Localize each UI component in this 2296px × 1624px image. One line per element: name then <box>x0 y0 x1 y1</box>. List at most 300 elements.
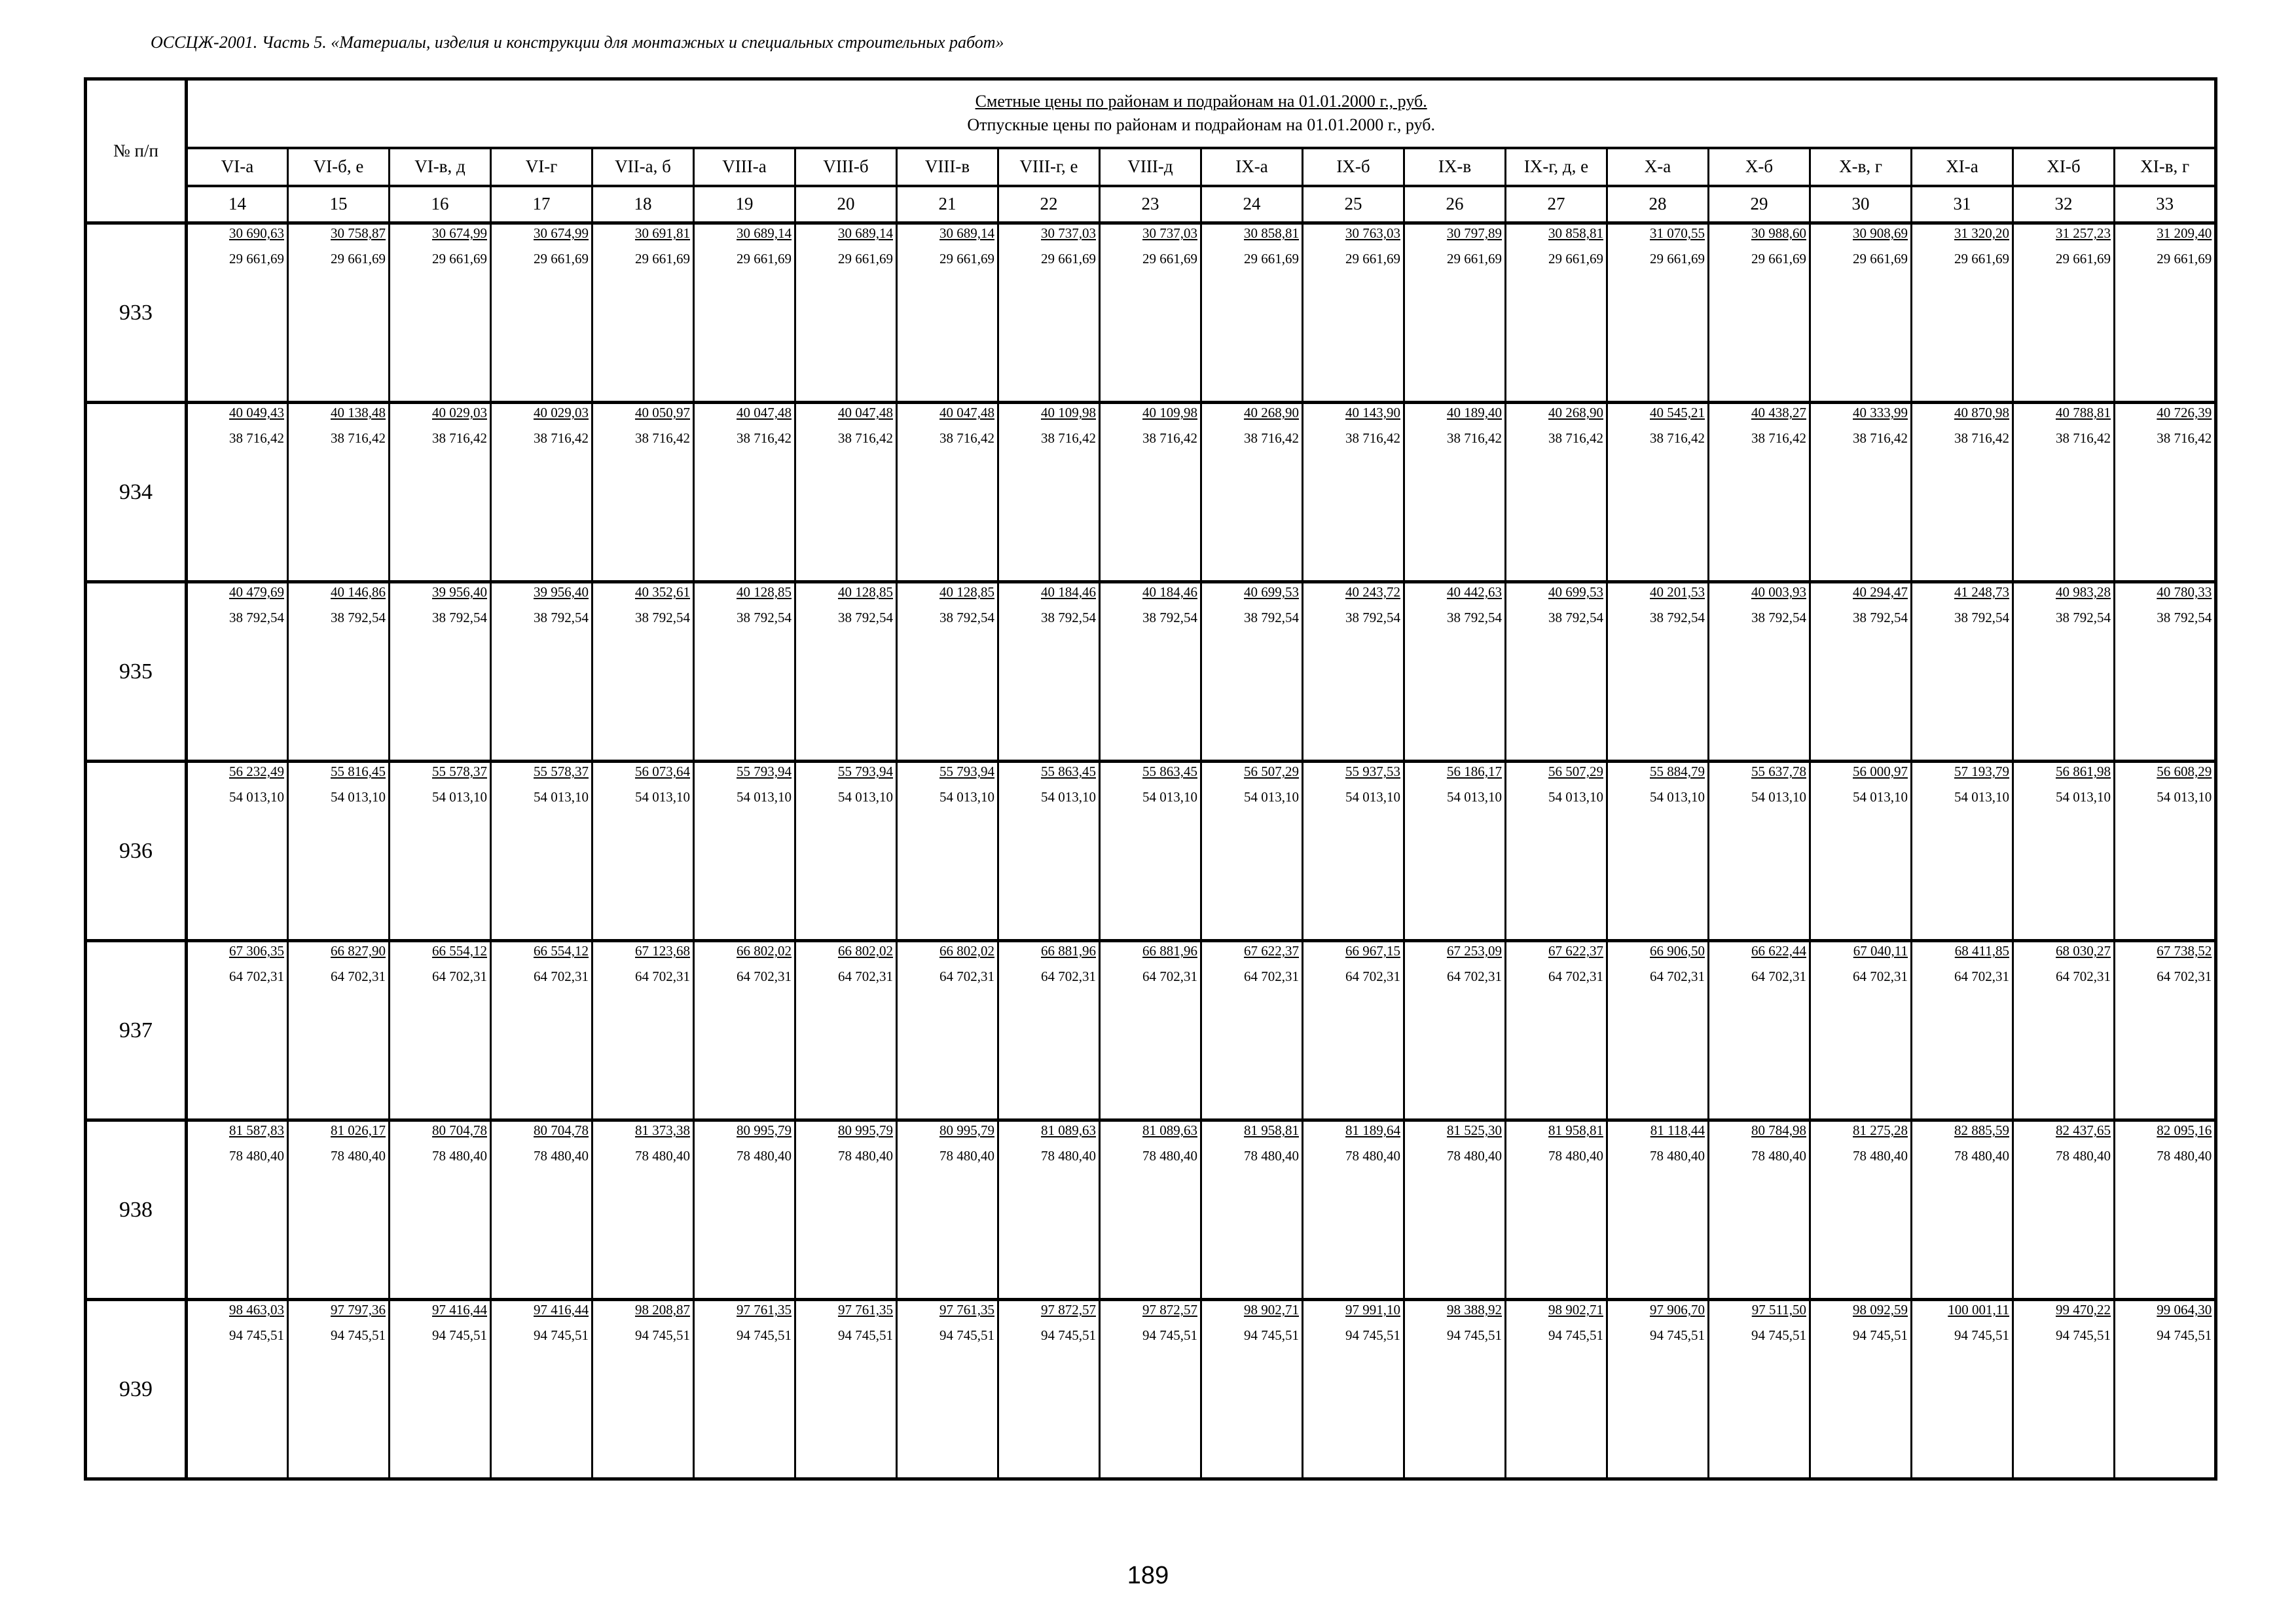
estimate-price-title: Сметные цены по районам и подрайонам на 01.01.2000 г., руб. <box>975 92 1427 111</box>
release-price: 54 013,10 <box>737 789 792 805</box>
price-cell <box>1709 1120 1810 1300</box>
price-cell <box>288 941 390 1120</box>
price-cell <box>1506 941 1607 1120</box>
estimate-price: 40 109,98 <box>1142 405 1197 420</box>
price-cell <box>897 582 998 762</box>
release-price: 29 661,69 <box>1447 251 1502 267</box>
price-cell <box>1100 1300 1201 1479</box>
release-price: 54 013,10 <box>432 789 487 805</box>
estimate-price: 40 268,90 <box>1244 405 1299 420</box>
release-price: 94 745,51 <box>1244 1327 1299 1343</box>
estimate-price: 97 416,44 <box>534 1302 589 1318</box>
region-header: VI-в, д <box>390 148 491 186</box>
price-cell <box>1201 941 1303 1120</box>
estimate-price: 100 001,11 <box>1948 1302 2009 1318</box>
release-price: 38 792,54 <box>2157 610 2212 625</box>
release-price: 78 480,40 <box>1447 1148 1502 1164</box>
estimate-price: 30 908,69 <box>1853 225 1908 241</box>
estimate-price: 40 438,27 <box>1751 405 1806 420</box>
estimate-price: 56 861,98 <box>2056 764 2111 779</box>
release-price: 38 792,54 <box>1244 610 1299 625</box>
price-cell <box>1201 582 1303 762</box>
release-price: 38 792,54 <box>331 610 386 625</box>
price-cell <box>1810 941 1912 1120</box>
price-cell <box>1303 582 1404 762</box>
price-cell <box>491 1120 592 1300</box>
estimate-price: 40 788,81 <box>2056 405 2111 420</box>
estimate-price: 40 138,48 <box>331 405 386 420</box>
price-cell <box>390 1300 491 1479</box>
release-price: 94 745,51 <box>2056 1327 2111 1343</box>
estimate-price: 56 608,29 <box>2157 764 2212 779</box>
release-price: 94 745,51 <box>2157 1327 2212 1343</box>
price-cell <box>1303 223 1404 403</box>
release-price: 54 013,10 <box>838 789 893 805</box>
release-price: 54 013,10 <box>939 789 994 805</box>
price-cell <box>998 1120 1100 1300</box>
estimate-price: 40 201,53 <box>1650 584 1705 600</box>
estimate-price: 55 937,53 <box>1345 764 1400 779</box>
price-cell <box>1709 403 1810 582</box>
release-price: 38 716,42 <box>1142 430 1197 446</box>
release-price: 94 745,51 <box>635 1327 690 1343</box>
estimate-price: 40 047,48 <box>838 405 893 420</box>
region-header: IX-б <box>1303 148 1404 186</box>
price-cell <box>288 1120 390 1300</box>
release-price: 64 702,31 <box>1345 969 1400 984</box>
estimate-price: 40 109,98 <box>1041 405 1096 420</box>
estimate-price: 40 870,98 <box>1954 405 2009 420</box>
release-price: 38 792,54 <box>1650 610 1705 625</box>
estimate-price: 30 674,99 <box>432 225 487 241</box>
release-price: 38 716,42 <box>838 430 893 446</box>
price-cell <box>1404 403 1506 582</box>
release-price: 54 013,10 <box>1244 789 1299 805</box>
release-price: 94 745,51 <box>229 1327 284 1343</box>
table-row <box>86 403 2216 582</box>
price-cell <box>1303 941 1404 1120</box>
estimate-price: 81 958,81 <box>1244 1122 1299 1138</box>
price-cell <box>1404 941 1506 1120</box>
price-cell <box>694 762 795 941</box>
price-cell <box>2013 941 2115 1120</box>
release-price: 94 745,51 <box>1650 1327 1705 1343</box>
estimate-price: 98 902,71 <box>1244 1302 1299 1318</box>
price-cell <box>592 403 694 582</box>
price-cell <box>1506 582 1607 762</box>
estimate-price: 56 232,49 <box>229 764 284 779</box>
release-price: 78 480,40 <box>1751 1148 1806 1164</box>
estimate-price: 55 793,94 <box>939 764 994 779</box>
estimate-price: 40 047,48 <box>737 405 792 420</box>
estimate-price: 99 064,30 <box>2157 1302 2212 1318</box>
row-number: 939 <box>86 1300 187 1479</box>
price-cell <box>1506 223 1607 403</box>
estimate-price: 67 253,09 <box>1447 943 1502 959</box>
price-cell <box>187 582 288 762</box>
column-number: 23 <box>1100 186 1201 223</box>
price-cell <box>1201 1300 1303 1479</box>
release-price: 38 792,54 <box>1041 610 1096 625</box>
column-number: 17 <box>491 186 592 223</box>
estimate-price: 67 738,52 <box>2157 943 2212 959</box>
release-price: 29 661,69 <box>2157 251 2212 267</box>
price-cell <box>897 403 998 582</box>
estimate-price: 97 416,44 <box>432 1302 487 1318</box>
release-price: 78 480,40 <box>1041 1148 1096 1164</box>
release-price: 29 661,69 <box>2056 251 2111 267</box>
estimate-price: 40 146,86 <box>331 584 386 600</box>
release-price: 38 716,42 <box>1447 430 1502 446</box>
region-header: XI-в, г <box>2115 148 2216 186</box>
release-price: 64 702,31 <box>1447 969 1502 984</box>
release-price: 29 661,69 <box>1954 251 2009 267</box>
price-cell <box>1404 1120 1506 1300</box>
estimate-price: 55 637,78 <box>1751 764 1806 779</box>
estimate-price: 55 863,45 <box>1142 764 1197 779</box>
estimate-price: 66 906,50 <box>1650 943 1705 959</box>
price-cell <box>897 941 998 1120</box>
estimate-price: 67 622,37 <box>1548 943 1603 959</box>
estimate-price: 30 763,03 <box>1345 225 1400 241</box>
release-price: 94 745,51 <box>737 1327 792 1343</box>
estimate-price: 66 802,02 <box>737 943 792 959</box>
estimate-price: 66 967,15 <box>1345 943 1400 959</box>
estimate-price: 97 906,70 <box>1650 1302 1705 1318</box>
estimate-price: 31 257,23 <box>2056 225 2111 241</box>
release-price-title: Отпускные цены по районам и подрайонам на 01.01.2000 г., руб. <box>967 115 1435 135</box>
release-price: 64 702,31 <box>737 969 792 984</box>
estimate-price: 66 881,96 <box>1142 943 1197 959</box>
price-cell <box>694 1300 795 1479</box>
column-number: 22 <box>998 186 1100 223</box>
release-price: 38 792,54 <box>939 610 994 625</box>
price-cell <box>1506 1300 1607 1479</box>
row-number: 934 <box>86 403 187 582</box>
release-price: 29 661,69 <box>635 251 690 267</box>
release-price: 78 480,40 <box>2056 1148 2111 1164</box>
release-price: 94 745,51 <box>534 1327 589 1343</box>
estimate-price: 81 373,38 <box>635 1122 690 1138</box>
release-price: 38 716,42 <box>534 430 589 446</box>
price-cell <box>1810 1120 1912 1300</box>
estimate-price: 67 306,35 <box>229 943 284 959</box>
release-price: 64 702,31 <box>2157 969 2212 984</box>
estimate-price: 40 184,46 <box>1041 584 1096 600</box>
release-price: 78 480,40 <box>1650 1148 1705 1164</box>
release-price: 78 480,40 <box>1548 1148 1603 1164</box>
column-number: 33 <box>2115 186 2216 223</box>
price-cell <box>390 223 491 403</box>
estimate-price: 98 388,92 <box>1447 1302 1502 1318</box>
price-cell <box>998 223 1100 403</box>
price-cell <box>1303 1300 1404 1479</box>
release-price: 54 013,10 <box>1345 789 1400 805</box>
price-cell <box>288 582 390 762</box>
estimate-price: 56 073,64 <box>635 764 690 779</box>
estimate-price: 56 186,17 <box>1447 764 1502 779</box>
price-cell <box>1607 403 1709 582</box>
price-cell <box>1607 582 1709 762</box>
release-price: 54 013,10 <box>635 789 690 805</box>
release-price: 94 745,51 <box>331 1327 386 1343</box>
release-price: 29 661,69 <box>1345 251 1400 267</box>
release-price: 29 661,69 <box>432 251 487 267</box>
estimate-price: 97 991,10 <box>1345 1302 1400 1318</box>
price-cell <box>1810 403 1912 582</box>
price-cell <box>1912 223 2013 403</box>
price-cell <box>897 1300 998 1479</box>
release-price: 64 702,31 <box>432 969 487 984</box>
estimate-price: 30 988,60 <box>1751 225 1806 241</box>
estimate-price: 55 793,94 <box>737 764 792 779</box>
running-header: ОССЦЖ-2001. Часть 5. «Материалы, изделия и конструкции для монтажных и специальных строительных работ» <box>151 33 1004 52</box>
release-price: 38 716,42 <box>2157 430 2212 446</box>
row-number: 933 <box>86 223 187 403</box>
estimate-price: 40 050,97 <box>635 405 690 420</box>
release-price: 54 013,10 <box>534 789 589 805</box>
price-cell <box>1912 941 2013 1120</box>
release-price: 38 792,54 <box>1548 610 1603 625</box>
estimate-price: 40 003,93 <box>1751 584 1806 600</box>
release-price: 29 661,69 <box>1041 251 1096 267</box>
release-price: 54 013,10 <box>1650 789 1705 805</box>
release-price: 29 661,69 <box>737 251 792 267</box>
price-cell <box>491 762 592 941</box>
region-header: XI-б <box>2013 148 2115 186</box>
estimate-price: 40 128,85 <box>939 584 994 600</box>
price-cell <box>2115 582 2216 762</box>
estimate-price: 31 209,40 <box>2157 225 2212 241</box>
estimate-price: 80 704,78 <box>534 1122 589 1138</box>
price-cell <box>1506 1120 1607 1300</box>
region-header: XI-а <box>1912 148 2013 186</box>
region-header: IX-в <box>1404 148 1506 186</box>
estimate-price: 40 699,53 <box>1244 584 1299 600</box>
price-cell <box>795 941 897 1120</box>
price-cell <box>1404 762 1506 941</box>
price-cell <box>1404 582 1506 762</box>
release-price: 29 661,69 <box>1244 251 1299 267</box>
release-price: 38 792,54 <box>1447 610 1502 625</box>
release-price: 78 480,40 <box>1142 1148 1197 1164</box>
column-number: 24 <box>1201 186 1303 223</box>
price-cell <box>795 582 897 762</box>
estimate-price: 31 070,55 <box>1650 225 1705 241</box>
release-price: 78 480,40 <box>737 1148 792 1164</box>
estimate-price: 81 587,83 <box>229 1122 284 1138</box>
estimate-price: 40 442,63 <box>1447 584 1502 600</box>
estimate-price: 40 029,03 <box>432 405 487 420</box>
price-cell <box>694 941 795 1120</box>
table-row <box>86 223 2216 403</box>
release-price: 64 702,31 <box>1548 969 1603 984</box>
price-cell <box>592 1300 694 1479</box>
row-number: 935 <box>86 582 187 762</box>
release-price: 38 792,54 <box>229 610 284 625</box>
price-cell <box>998 762 1100 941</box>
price-cell <box>592 762 694 941</box>
estimate-price: 40 294,47 <box>1853 584 1908 600</box>
price-cell <box>1404 1300 1506 1479</box>
price-cell <box>1100 403 1201 582</box>
release-price: 29 661,69 <box>1853 251 1908 267</box>
column-number: 30 <box>1810 186 1912 223</box>
release-price: 94 745,51 <box>1954 1327 2009 1343</box>
estimate-price: 40 128,85 <box>838 584 893 600</box>
estimate-price: 81 026,17 <box>331 1122 386 1138</box>
release-price: 38 716,42 <box>1244 430 1299 446</box>
estimate-price: 82 095,16 <box>2157 1122 2212 1138</box>
release-price: 94 745,51 <box>1345 1327 1400 1343</box>
price-cell <box>998 582 1100 762</box>
release-price: 94 745,51 <box>838 1327 893 1343</box>
price-cell <box>1810 1300 1912 1479</box>
column-number: 32 <box>2013 186 2115 223</box>
estimate-price: 97 761,35 <box>737 1302 792 1318</box>
estimate-price: 40 189,40 <box>1447 405 1502 420</box>
release-price: 54 013,10 <box>1548 789 1603 805</box>
price-cell <box>1404 223 1506 403</box>
price-cell <box>2115 1300 2216 1479</box>
price-cell <box>592 941 694 1120</box>
release-price: 64 702,31 <box>635 969 690 984</box>
estimate-price: 30 674,99 <box>534 225 589 241</box>
release-price: 78 480,40 <box>1853 1148 1908 1164</box>
price-cell <box>1506 403 1607 582</box>
estimate-price: 40 243,72 <box>1345 584 1400 600</box>
table-row <box>86 941 2216 1120</box>
estimate-price: 40 128,85 <box>737 584 792 600</box>
release-price: 64 702,31 <box>229 969 284 984</box>
estimate-price: 80 995,79 <box>737 1122 792 1138</box>
price-cell <box>795 762 897 941</box>
release-price: 38 716,42 <box>1650 430 1705 446</box>
price-cell <box>1912 403 2013 582</box>
price-cell <box>998 941 1100 1120</box>
estimate-price: 55 884,79 <box>1650 764 1705 779</box>
estimate-price: 40 780,33 <box>2157 584 2212 600</box>
estimate-price: 66 802,02 <box>939 943 994 959</box>
release-price: 78 480,40 <box>229 1148 284 1164</box>
estimate-price: 39 956,40 <box>432 584 487 600</box>
estimate-price: 30 797,89 <box>1447 225 1502 241</box>
price-cell <box>1607 1120 1709 1300</box>
release-price: 78 480,40 <box>1954 1148 2009 1164</box>
release-price: 78 480,40 <box>534 1148 589 1164</box>
price-cell <box>2013 1300 2115 1479</box>
estimate-price: 40 726,39 <box>2157 405 2212 420</box>
price-cell <box>491 223 592 403</box>
estimate-price: 40 268,90 <box>1548 405 1603 420</box>
release-price: 64 702,31 <box>939 969 994 984</box>
release-price: 64 702,31 <box>2056 969 2111 984</box>
release-price: 64 702,31 <box>1142 969 1197 984</box>
column-number: 28 <box>1607 186 1709 223</box>
price-cell <box>1100 762 1201 941</box>
price-cell <box>187 223 288 403</box>
release-price: 38 716,42 <box>1548 430 1603 446</box>
estimate-price: 40 143,90 <box>1345 405 1400 420</box>
release-price: 38 716,42 <box>635 430 690 446</box>
estimate-price: 57 193,79 <box>1954 764 2009 779</box>
price-cell <box>288 762 390 941</box>
release-price: 54 013,10 <box>1447 789 1502 805</box>
estimate-price: 81 118,44 <box>1650 1122 1705 1138</box>
estimate-price: 81 089,63 <box>1142 1122 1197 1138</box>
estimate-price: 97 761,35 <box>838 1302 893 1318</box>
release-price: 64 702,31 <box>1244 969 1299 984</box>
price-cell <box>2115 223 2216 403</box>
estimate-price: 80 784,98 <box>1751 1122 1806 1138</box>
release-price: 64 702,31 <box>1954 969 2009 984</box>
region-header: X-а <box>1607 148 1709 186</box>
release-price: 54 013,10 <box>331 789 386 805</box>
price-cell <box>187 1120 288 1300</box>
release-price: 38 792,54 <box>1142 610 1197 625</box>
release-price: 94 745,51 <box>1041 1327 1096 1343</box>
release-price: 64 702,31 <box>534 969 589 984</box>
release-price: 54 013,10 <box>1041 789 1096 805</box>
release-price: 54 013,10 <box>1751 789 1806 805</box>
estimate-price: 66 827,90 <box>331 943 386 959</box>
estimate-price: 30 737,03 <box>1041 225 1096 241</box>
release-price: 78 480,40 <box>635 1148 690 1164</box>
price-cell <box>187 1300 288 1479</box>
column-number: 14 <box>187 186 288 223</box>
estimate-price: 56 000,97 <box>1853 764 1908 779</box>
price-cell <box>592 223 694 403</box>
release-price: 78 480,40 <box>838 1148 893 1164</box>
estimate-price: 40 983,28 <box>2056 584 2111 600</box>
column-number: 18 <box>592 186 694 223</box>
price-cell <box>2115 762 2216 941</box>
price-cell <box>491 941 592 1120</box>
release-price: 64 702,31 <box>1650 969 1705 984</box>
release-price: 29 661,69 <box>1142 251 1197 267</box>
price-cell <box>1810 223 1912 403</box>
release-price: 38 792,54 <box>2056 610 2111 625</box>
price-cell <box>1709 762 1810 941</box>
price-cell <box>2013 403 2115 582</box>
price-cell <box>1303 762 1404 941</box>
column-number: 19 <box>694 186 795 223</box>
price-cell <box>1607 762 1709 941</box>
release-price: 78 480,40 <box>2157 1148 2212 1164</box>
estimate-price: 80 704,78 <box>432 1122 487 1138</box>
price-cell <box>2013 223 2115 403</box>
estimate-price: 97 872,57 <box>1041 1302 1096 1318</box>
release-price: 94 745,51 <box>432 1327 487 1343</box>
price-cell <box>1709 1300 1810 1479</box>
price-cell <box>2115 1120 2216 1300</box>
price-cell <box>592 582 694 762</box>
price-cell <box>390 941 491 1120</box>
price-cell <box>1607 941 1709 1120</box>
estimate-price: 97 797,36 <box>331 1302 386 1318</box>
price-cell <box>2115 403 2216 582</box>
price-cell <box>187 403 288 582</box>
price-cell <box>1303 1120 1404 1300</box>
price-cell <box>592 1120 694 1300</box>
row-number: 938 <box>86 1120 187 1300</box>
price-cell <box>998 1300 1100 1479</box>
release-price: 38 792,54 <box>635 610 690 625</box>
release-price: 38 716,42 <box>331 430 386 446</box>
price-cell <box>1709 941 1810 1120</box>
release-price: 38 792,54 <box>737 610 792 625</box>
column-number: 16 <box>390 186 491 223</box>
